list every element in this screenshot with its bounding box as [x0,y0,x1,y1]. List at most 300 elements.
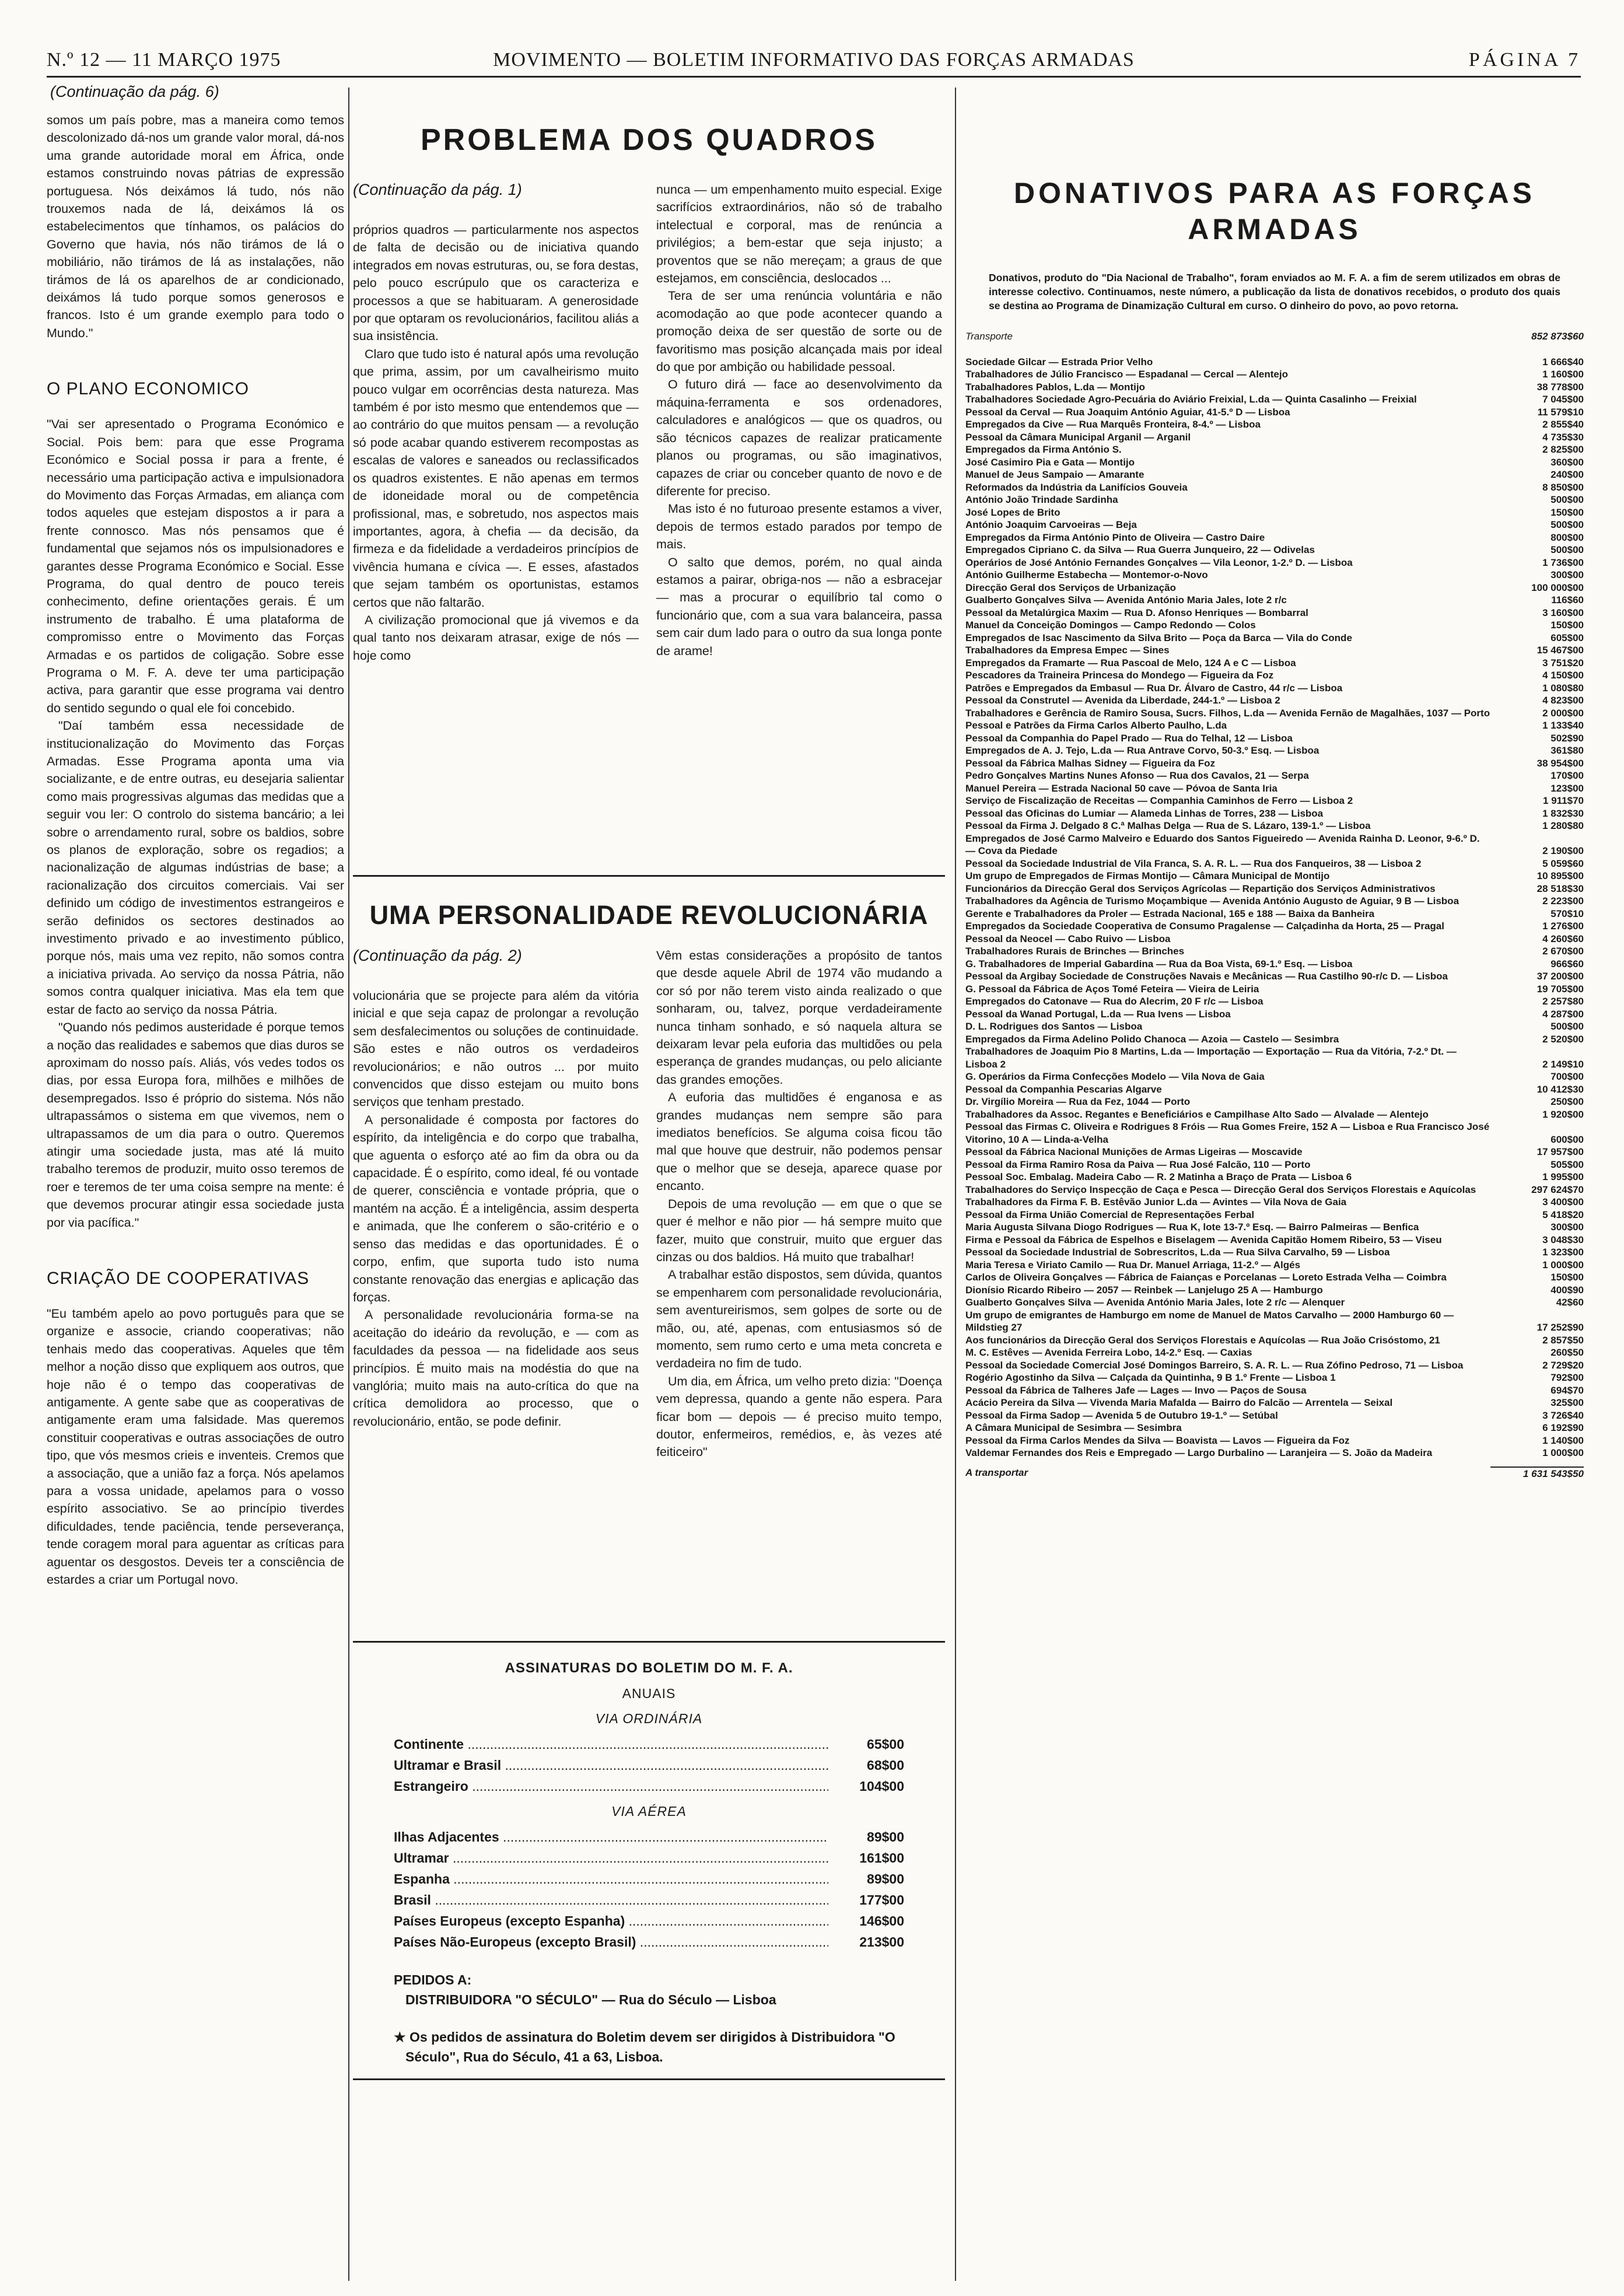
donation-value: 5 418$20 [1542,1209,1584,1220]
donation-value: 502$90 [1550,732,1584,744]
donation-name: Empregados da Framarte — Rua Pascoal de Melo, 124 A e C — Lisboa [965,657,1296,668]
subscription-price-value: 89$00 [867,1829,904,1845]
donation-name: António João Trindade Sardinha [965,494,1118,505]
donation-name: Pessoal da Cerval — Rua Joaquim António Aguiar, 41-5.º D — Lisboa [965,406,1290,418]
donation-value: 2 223$00 [1542,895,1584,907]
donation-value: 600$00 [1550,1133,1584,1145]
donation-name: Empregados Cipriano C. da Silva — Rua Guerra Junqueiro, 22 — Odivelas [965,544,1315,555]
donation-name: Gualberto Gonçalves Silva — Avenida António Maria Jales, lote 2 r/c — Alenquer [965,1297,1345,1308]
article-title: UMA PERSONALIDADE REVOLUCIONÁRIA [369,900,929,930]
donation-name: Trabalhadores Rurais de Brinches — Brinches [965,946,1185,957]
continuation-note: (Continuação da pág. 1) [353,181,522,198]
donation-row [965,1108,1584,1121]
donation-row [965,607,1584,620]
donation-value: 1 276$00 [1542,921,1584,932]
donation-row [965,1359,1584,1372]
paragraph: volucionária que se projecte para além da vitória inicial e que seja capaz de prolongar a revolução sem desfalecimentos ou soluções de continuidade. São estes e não outros os verdadeiros revolucionários; e não outros ... por muito convencidos que disso estejam ou muito bons serviços que tenham prestado. [353,989,639,1110]
donation-value: 2 520$00 [1542,1033,1584,1045]
donation-row [965,393,1584,406]
donation-name: Pessoal da Fábrica Nacional Munições de Armas Ligeiras — Moscavide [965,1146,1303,1157]
donation-row [965,958,1584,971]
donation-row [965,1184,1584,1196]
donation-name: Direcção Geral dos Serviços de Urbanização [965,582,1176,593]
donation-name: Pessoal da Fábrica de Talheres Jafe — Lages — Invo — Paços de Sousa [965,1384,1307,1396]
paragraph: "Daí também essa necessidade de institucionalização do Movimento das Forças Armadas. Esse Programa aponta uma via socializante, e de entre outras, eu desejaria salientar como mais progressivas algumas das medidas que a seguir vou ler: O controlo do sistema bancário; a lei sobre o arrendamento rural, sobre os baldios, sobre os planos de exploração, sobre os regadios; a nacionalização de algumas indústrias de base; a racionalização dos circuitos comerciais. Vai ser definido um código de investimentos estrangeiros e serão definidos os sectores destinados ao investimento privado e ao investimento público, porque nós, mais uma vez repito, não somos contra a iniciativa privada. Ao serviço da nossa Pátria, não somos contra qualquer iniciativa. Mas ela tem que estar de facto ao serviço da nossa Pátria. [47,719,344,1017]
donation-value: 10 895$00 [1536,870,1584,881]
paragraph: Mas isto é no futuroao presente estamos a viver, depois de termos estado parados por tempo de mais. [656,502,942,552]
subscription-price-value: 161$00 [859,1850,904,1866]
donation-name: José Lopes de Brito [965,506,1060,518]
donation-name: Empregados do Catonave — Rua do Alecrim, 20 F r/c — Lisboa [965,996,1264,1007]
section-heading: O PLANO ECONOMICO [47,379,250,399]
donation-value: 500$00 [1550,519,1584,530]
donation-row [965,707,1584,720]
donation-name: G. Operários da Firma Confecções Modelo — Vila Nova de Gaia [965,1071,1265,1082]
donation-value: 1 000$00 [1542,1447,1584,1458]
donation-value: 1 920$00 [1542,1108,1584,1120]
donation-row [965,356,1584,369]
donation-row [965,632,1584,645]
subscription-price-row [394,1755,904,1776]
donation-name: Trabalhadores do Serviço Inspecção de Caça e Pesca — Direcção Geral dos Serviços Florestais e Aquícolas [965,1184,1476,1195]
subscription-price-value: 177$00 [859,1892,904,1908]
transport-label: Transporte [965,331,1013,342]
donation-value: 570$10 [1550,908,1584,919]
subscriptions-subtitle: ANUAIS [622,1686,676,1701]
donation-value: 1 140$00 [1542,1434,1584,1446]
donation-name: Trabalhadores Sociedade Agro-Pecuária do Aviário Freixial, L.da — Quinta Casalinho — Freixial [965,394,1417,405]
donation-row [965,1371,1584,1384]
donation-name: Um grupo de emigrantes de Hamburgo em nome de Manuel de Matos Carvalho — 2000 Hamburgo 60 — Mildstieg 27 [965,1309,1454,1333]
donation-row [965,1271,1584,1284]
subscription-price-name: Continente ..... [394,1734,828,1755]
donation-row [965,657,1584,670]
donation-name: Manuel da Conceição Domingos — Campo Redondo — Colos [965,620,1256,631]
donation-value: 19 705$00 [1536,983,1584,995]
donation-value: 6 192$90 [1542,1422,1584,1433]
donation-name: Pessoal da Firma União Comercial de Representações Ferbal [965,1209,1255,1220]
donation-value: 4 260$60 [1542,933,1584,944]
paragraph: Tera de ser uma renúncia voluntária e não acomodação ao que pode acontecer quando a promoção deixa de ser questão de sorte ou de favoritismo mas posição alcançada mais por ideal do que por ambição ou habilidade pessoal. [656,289,942,374]
donation-row [965,719,1584,732]
donation-name: Dr. Virgílio Moreira — Rua da Fez, 1044 — Porto [965,1096,1191,1107]
paragraph: próprios quadros — particularmente nos aspectos de falta de decisão ou de iniciativa quando integrados em novas estruturas, ou, se fora destas, pelo pouco escrúpulo que os caracteriza e processos a que se habituaram. A generosidade por que optaram os revolucionários, facilitou aliás a sua insistência. [353,223,639,344]
donation-row [965,794,1584,807]
donation-value: 505$00 [1550,1158,1584,1170]
transport-value: 852 873$60 [1531,331,1584,342]
donation-name: Empregados de A. J. Tejo, L.da — Rua Antrave Corvo, 50-3.º Esq. — Lisboa [965,745,1320,756]
masthead [47,46,1581,78]
donation-value: 2 149$10 [1542,1058,1584,1070]
subscription-price-name: Países Europeus (excepto Espanha) ..... [394,1910,828,1931]
paragraph: O futuro dirá — face ao desenvolvimento da máquina-ferramenta e sos ordenadores, calculadores e analógicos — que os quadros, ou são técnicos capazes de realizar praticamente planos ou programas, ou são imaginativos, capazes de criar ou conceber quanto de novo e de diferente for preciso. [656,377,942,498]
donation-name: Patrões e Empregados da Embasul — Rua Dr. Álvaro de Castro, 44 r/c — Lisboa [965,682,1343,694]
donation-name: Funcionários da Direcção Geral dos Serviços Agrícolas — Repartição dos Serviços Administrativos [965,883,1436,894]
donation-name: Manuel Pereira — Estrada Nacional 50 cave — Póvoa de Santa Iria [965,782,1278,794]
donation-value: 1 736$00 [1542,556,1584,568]
donation-value: 116$60 [1551,594,1584,606]
donation-value: 100 000$00 [1531,582,1584,593]
donation-name: Pedro Gonçalves Martins Nunes Afonso — Rua dos Cavalos, 21 — Serpa [965,770,1309,781]
donation-row [965,519,1584,531]
donation-value: 15 467$00 [1536,645,1584,656]
donation-name: Pessoal da Metalúrgica Maxim — Rua D. Afonso Henriques — Bombarral [965,607,1308,618]
donation-row [965,1209,1584,1222]
donation-value: 11 579$10 [1537,406,1584,418]
section-divider [353,875,945,877]
donation-row [965,669,1584,682]
donation-value: 10 412$30 [1536,1083,1584,1095]
donation-row [965,682,1584,695]
donation-name: Empregados da Cive — Rua Marquês Fronteira, 8-4.º — Lisboa [965,419,1261,430]
donation-name: José Casimiro Pia e Gata — Montijo [965,456,1135,468]
subscription-price-name: Estrangeiro ..... [394,1776,828,1797]
donation-row [965,1409,1584,1422]
total-row [965,1466,1584,1480]
donation-row [965,569,1584,582]
donation-value: 694$70 [1550,1384,1584,1396]
donation-row [965,744,1584,757]
paragraph: Claro que tudo isto é natural após uma revolução que prima, assim, por um cavalheirismo muito pouco vulgar em ocorrências desta natureza. Mas também é por isto mesmo que entendemos que — ao contrário do que muitos pensam — a revolução só pode acabar quando estiverem recompostas as escalas de valores e saneados ou reclassificados os quadros existentes. E não apenas em termos de idoneidade moral ou de competência profissional, mas, e sobretudo, nos aspectos mais importantes, agora, à chefia — da decisão, da firmeza e da fidelidade a verdadeiros princípios de vivência humana e cívica —. E esses, afastados que sejam também os oportunistas, estamos certos que não faltarão. [353,346,639,610]
donation-name: Pessoal da Companhia Pescarias Algarve [965,1083,1162,1095]
donation-row [965,368,1584,381]
orders-address: DISTRIBUIDORA "O SÉCULO" — Rua do Século — Lisboa [405,1992,776,2007]
donation-row [965,908,1584,921]
donation-name: Reformados da Indústria da Lanifícios Gouveia [965,481,1188,493]
donation-name: Pessoal das Oficinas do Lumiar — Alameda Linhas de Torres, 238 — Lisboa [965,807,1324,819]
donation-name: Empregados da Sociedade Cooperativa de Consumo Pragalense — Calçadinha da Horta, 25 — Pragal [965,921,1444,932]
donation-name: Trabalhadores e Gerência de Ramiro Sousa, Sucrs. Filhos, L.da — Avenida Fernão de Magalhães, 1037 — Porto [965,707,1490,719]
donation-row [965,782,1584,795]
donation-name: Pessoal da Companhia do Papel Prado — Rua do Telhal, 12 — Lisboa [965,732,1293,744]
subscription-price-name: Brasil ..... [394,1889,828,1910]
donation-value: 1 832$30 [1542,807,1584,819]
donation-row [965,443,1584,456]
donations-list [965,330,1584,1480]
donation-name: Pessoal da Neocel — Cabo Ruivo — Lisboa [965,933,1171,944]
donation-value: 2 670$00 [1542,946,1584,957]
donation-row [965,1234,1584,1247]
donation-row [965,883,1584,895]
subscription-price-row [394,1734,904,1755]
subscription-price-row [394,1847,904,1868]
donation-value: 1 995$00 [1542,1171,1584,1182]
donation-name: Pessoal da Firma Ramiro Rosa da Paiva — Rua José Falcão, 110 — Porto [965,1158,1311,1170]
donation-name: Trabalhadores da Assoc. Regantes e Beneficiários e Campilhase Alto Sado — Alvalade — Alentejo [965,1108,1429,1120]
donation-value: 1 323$00 [1542,1247,1584,1258]
donation-value: 17 957$00 [1536,1146,1584,1157]
donation-name: Pessoal e Patrões da Firma Carlos Alberto Paulho, L.da [965,720,1227,731]
donation-name: Acácio Pereira da Silva — Vivenda Maria Mafalda — Bairro do Falcão — Arrentela — Seixal [965,1397,1393,1408]
donation-name: Pessoal da Sociedade Industrial de Sobrescritos, L.da — Rua Silva Carvalho, 59 — Lisboa [965,1247,1390,1258]
donation-name: D. L. Rodrigues dos Santos — Lisboa [965,1021,1143,1032]
donation-row [965,995,1584,1008]
paragraph: nunca — um empenhamento muito especial. Exige sacrifícios extraordinários, não só de trabalho intelectual e corporal, mas de renúncia a privilégios; a bem-estar que seja injusto; a proventos que se não mereçam; a graus de que estejamos, em consciência, deslocados ... [656,183,942,286]
donation-name: Serviço de Fiscalização de Receitas — Companhia Caminhos de Ferro — Lisboa 2 [965,795,1353,806]
donation-value: 2 729$20 [1542,1359,1584,1371]
subscription-price-value: 89$00 [867,1871,904,1887]
donation-name: Maria Teresa e Viriato Camilo — Rua Dr. Manuel Arriaga, 11-2.º — Algés [965,1259,1301,1270]
donation-value: 2 857$50 [1542,1334,1584,1346]
donation-value: 3 048$30 [1542,1234,1584,1245]
article-problema-dos-quadros [353,181,945,875]
paragraph: A trabalhar estão dispostos, sem dúvida, quantos se empenharem com personalidade revolucionária, sem aventureirismos, sem golpes de sorte ou de mão, ou, até, apenas, com entusiasmos só de momento, sem rumo certo e uma meta concreta e verdadeira no fim de tudo. [656,1268,942,1371]
total-value: 1 631 543$50 [1490,1466,1584,1480]
donation-row [965,418,1584,431]
donation-value: 7 045$00 [1542,394,1584,405]
donation-row [965,556,1584,569]
ordinaria-price-list [394,1734,904,1797]
section-heading: CRIAÇÃO DE COOPERATIVAS [47,1268,310,1288]
donation-row [965,1008,1584,1021]
subscription-price-name: Ultramar e Brasil ..... [394,1755,828,1776]
subscription-price-value: 65$00 [867,1737,904,1752]
donation-value: 4 287$00 [1542,1008,1584,1020]
donation-value: 42$60 [1556,1297,1584,1308]
donation-value: 2 855$40 [1542,419,1584,430]
orders-info [394,1970,904,2010]
subscription-price-name: Espanha ..... [394,1868,828,1889]
article-body [47,415,344,1231]
orders-label: PEDIDOS A: [394,1972,472,1987]
donation-row [965,1396,1584,1409]
donation-name: Pessoal da Firma Sadop — Avenida 5 de Outubro 19-1.º — Setúbal [965,1409,1278,1421]
donation-row [965,582,1584,594]
donations-intro: Donativos, produto do "Dia Nacional de Trabalho", foram enviados ao M. F. A. a fim de serem utilizados em obras de interesse colectivo. Continuamos, neste número, a publicação da lista de donativos recebidos, o produto dos quais se destina ao Programa de Dinamização Cultural em curso. O dinheiro do povo, ao povo retorna. [989,272,1560,312]
donation-row [965,1045,1584,1070]
paragraph: Vêm estas considerações a propósito de tantos que desde aquele Abril de 1974 vão mudando a cor só por não terem visto ainda realizado o que sonharam, ou, talvez, porque verdadeiramente nunca tinham sonhado, e só naquela altura se deixaram levar pela euforia das multidões ou pela esperança de grandes mudanças, ou pelo aliciante das grandes emoções. [656,949,942,1087]
donation-row [965,1284,1584,1297]
donation-name: Pessoal da Construtel — Avenida da Liberdade, 244-1.º — Lisboa 2 [965,695,1280,706]
donation-row [965,1020,1584,1033]
donation-value: 1 080$80 [1542,682,1584,694]
donation-name: Rogério Agostinho da Silva — Calçada da Quintinha, 9 B 1.º Frente — Lisboa 1 [965,1372,1336,1383]
donation-value: 123$00 [1550,782,1584,794]
donation-row [965,757,1584,770]
donation-value: 3 751$20 [1542,657,1584,668]
donation-value: 500$00 [1550,494,1584,505]
donation-value: 2 257$80 [1542,996,1584,1007]
donation-row [965,858,1584,870]
donation-row [965,1221,1584,1234]
donation-row [965,619,1584,632]
donation-value: 28 518$30 [1536,883,1584,894]
donation-row [965,694,1584,707]
donation-row [965,769,1584,782]
donation-row [965,1070,1584,1083]
donation-name: Pessoal Soc. Embalag. Madeira Cabo — R. 2 Matinha a Braço de Prata — Lisboa 6 [965,1171,1352,1182]
donation-row [965,945,1584,958]
donation-row [965,468,1584,481]
donation-value: 2 000$00 [1542,707,1584,719]
subscription-price-name: Ilhas Adjacentes ..... [394,1826,828,1847]
donations-column [965,82,1584,2275]
donation-name: Empregados da Firma Adelino Polido Chanoca — Azoia — Castelo — Sesimbra [965,1033,1339,1045]
donation-value: 400$90 [1550,1284,1584,1296]
donation-value: 800$00 [1550,531,1584,543]
donation-name: Empregados de Isac Nascimento da Silva Brito — Poça da Barca — Vila do Conde [965,632,1352,643]
donation-value: 1 280$80 [1542,820,1584,831]
donation-row [965,494,1584,506]
donation-name: Manuel de Jeus Sampaio — Amarante [965,469,1144,480]
donation-value: 150$00 [1550,1272,1584,1283]
paragraph: O salto que demos, porém, no qual ainda estamos a pairar, obriga-nos — não a esbracejar — mas a procurar o equilíbrio tal como o funcionário que, com a sua vara balanceira, passa sem cair dum lado para o outro da sua longa ponte de arame! [656,555,942,658]
donation-row [965,970,1584,983]
donation-value: 325$00 [1550,1397,1584,1408]
donation-name: Empregados da Firma António Pinto de Oliveira — Castro Daire [965,531,1265,543]
paragraph: A euforia das multidões é enganosa e as grandes mudanças nem sempre são para imediatos benefícios. Se alguma coisa ficou tão mal que houve que destruir, não podemos pensar que o melhor que se deseja, aparece quase por encanto. [656,1090,942,1194]
donation-name: Gualberto Gonçalves Silva — Avenida António Maria Jales, lote 2 r/c [965,594,1287,606]
donation-value: 3 726$40 [1542,1409,1584,1421]
paragraph: "Eu também apelo ao povo português para que se organize e associe, criando cooperativas; não tenhais medo das cooperativas. Aqueles que têm melhor a noção disso que expliquem aos outros, que hoje não é o tempo das cooperativas de antigamente. A gente sabe que as cooperativas de antigamente eram uma falsidade. Mas queremos constituir cooperativas e outras associações de outro tipo, que vós mesmos crieis e inventeis. Cremos que a associação, que a união faz a força. Nós apelamos para a vossa unidade, apelamos para o vosso espírito associativo. Se ao princípio tiverdes dificuldades, tende paciência, tende perseverança, tende coragem moral para aguentar as críticas para aguentar os desgostos. Deveis ter a consciência de estardes a criar um Portugal novo. [47,1306,344,1587]
donation-name: Pessoal da Sociedade Comercial José Domingos Barreiro, S. A. R. L. — Rua Zófino Pedroso, 71 — Lisboa [965,1359,1464,1371]
donation-value: 1 160$00 [1542,369,1584,380]
donation-row [965,1246,1584,1259]
donation-value: 966$60 [1550,958,1584,970]
donation-value: 38 778$00 [1536,381,1584,393]
publication-title: MOVIMENTO — BOLETIM INFORMATIVO DAS FORÇAS ARMADAS [493,49,1135,71]
subscriptions-note: ★ Os pedidos de assinatura do Boletim devem ser dirigidos à Distribuidora "O Século", Rua do Século, 41 a 63, Lisboa. [394,2029,895,2064]
paragraph: "Vai ser apresentado o Programa Económico e Social. Pois bem: para que esse Programa Económico e Social possa ir para a frente, é necessário uma participação activa e impulsionadora do Movimento das Forças Armadas, em aliança com todos aqueles que estejam dispostos a ir para a frente connosco. Mas nós pensamos que é fundamental que sejamos nós os impulsionadores e garantes desse Programa Económico e Social. Esse Programa, do qual dentro de pouco tereis conhecimento, define orientações gerais. É um instrumento de trabalho. É uma plataforma de compromisso entre o Movimento das Forças Armadas e os partidos de coligação. Sobre esse Programa o M. F. A. deve ter uma participação activa, para garantir que esse programa vai dentro do sentido segundo o qual ele foi concebido. [47,417,344,715]
donation-value: 300$00 [1550,569,1584,580]
donation-name: Um grupo de Empregados de Firmas Montijo — Câmara Municipal de Montijo [965,870,1330,881]
donation-value: 500$00 [1550,1021,1584,1032]
donation-name: Carlos de Oliveira Gonçalves — Fábrica de Faianças e Porcelanas — Loreto Estrada Velha — Coimbra [965,1272,1447,1283]
donation-name: G. Trabalhadores de Imperial Gabardina — Rua da Boa Vista, 69-1.º Esq. — Lisboa [965,958,1353,970]
donation-row [965,732,1584,745]
donation-name: Pessoal das Firmas C. Oliveira e Rodrigues 8 Fróis — Rua Gomes Freire, 152 A — Lisboa e Rua Francisco José Vitorino, 10 A — Linda-a-Velha [965,1121,1490,1145]
donation-value: 17 252$90 [1536,1322,1584,1333]
subscription-price-row [394,1889,904,1910]
paragraph: A personalidade revolucionária forma-se na aceitação do ideário da revolução, e — com as faculdades da pessoa — na fidelidade aos seus princípios. É muito mais na modéstia do que na vanglória; muito mais na auto-crítica do que na crítica demolidora ao processo, que o revolucionário, então, se pode definir. [353,1308,639,1429]
subscriptions-box [353,1641,945,2080]
donation-value: 3 160$00 [1542,607,1584,618]
subscription-price-value: 104$00 [859,1779,904,1794]
donation-name: Pessoal da Fábrica Malhas Sidney — Figueira da Foz [965,757,1215,769]
donation-row [965,820,1584,832]
donation-name: Gerente e Trabalhadores da Proler — Estrada Nacional, 165 e 188 — Baixa da Banheira [965,908,1375,919]
donation-row [965,1309,1584,1334]
donation-row [965,506,1584,519]
donation-value: 361$80 [1550,745,1584,756]
donation-row [965,406,1584,419]
donation-name: Pescadores da Traineira Princesa do Mondego — Figueira da Foz [965,670,1274,681]
donation-row [965,1083,1584,1096]
donation-row [965,870,1584,883]
donation-value: 8 850$00 [1542,481,1584,493]
subscription-price-row [394,1868,904,1889]
donation-name: M. C. Estêves — Avenida Ferreira Lobo, 14-2.º Esq. — Caxias [965,1347,1252,1358]
subscription-price-value: 213$00 [859,1934,904,1950]
donation-name: Trabalhadores da Empresa Empec — Sines [965,645,1170,656]
donation-row [965,431,1584,444]
donation-value: 297 624$70 [1531,1184,1584,1195]
subscription-price-row [394,1776,904,1797]
subscription-price-value: 146$00 [859,1913,904,1929]
donation-row [965,531,1584,544]
donations-title: DONATIVOS PARA AS FORÇAS ARMADAS [1013,177,1536,246]
donation-row [965,1158,1584,1171]
donation-row [965,1196,1584,1209]
donation-value: 1 000$00 [1542,1259,1584,1270]
donation-value: 4 735$30 [1542,431,1584,443]
donation-value: 300$00 [1550,1222,1584,1233]
donation-value: 150$00 [1550,620,1584,631]
column-rule [955,88,956,2281]
donation-name: Pessoal da Firma J. Delgado 8 C.ª Malhas Delga — Rua de S. Lázaro, 139-1.º — Lisboa [965,820,1371,831]
donation-name: Empregados da Firma António S. [965,444,1122,455]
donation-name: Pessoal da Sociedade Industrial de Vila Franca, S. A. R. L. — Rua dos Fanqueiros, 38 — Lisboa 2 [965,858,1422,869]
issue-date: N.º 12 — 11 MARÇO 1975 [47,49,281,71]
donation-value: 170$00 [1550,770,1584,781]
transport-row [965,330,1584,343]
donation-name: Pessoal da Argibay Sociedade de Construções Navais e Mecânicas — Rua Castilho 90-r/c D. — Lisboa [965,971,1448,982]
donation-row [965,1171,1584,1184]
donation-name: Trabalhadores de Júlio Francisco — Espadanal — Cercal — Alentejo [965,369,1288,380]
speech-continuation-column [47,82,344,2275]
donation-value: 1 133$40 [1542,720,1584,731]
subscription-price-row [394,1910,904,1931]
donation-row [965,1146,1584,1158]
donation-row [965,933,1584,946]
donation-value: 360$00 [1550,456,1584,468]
subscription-price-name: Ultramar ..... [394,1847,828,1868]
donation-row [965,1033,1584,1046]
donation-row [965,481,1584,494]
subscription-price-value: 68$00 [867,1758,904,1773]
donation-value: 260$50 [1550,1347,1584,1358]
donation-row [965,456,1584,469]
donation-row [965,1346,1584,1359]
donation-row [965,1296,1584,1309]
donation-value: 150$00 [1550,506,1584,518]
donation-value: 1 666$40 [1542,356,1584,368]
donation-row [965,1096,1584,1108]
donation-value: 4 823$00 [1542,695,1584,706]
paragraph: A civilização promocional que já vivemos e da qual tanto nos deixaram atrasar, exige de nós — hoje como [353,612,639,663]
donation-name: Pessoal da Wanad Portugal, L.da — Rua Ivens — Lisboa [965,1008,1231,1020]
subscription-price-name: Países Não-Europeus (excepto Brasil) ..... [394,1931,828,1952]
continuation-note: (Continuação da pág. 2) [353,947,522,964]
donation-row [965,1422,1584,1434]
donation-row [965,807,1584,820]
donation-value: 2 825$00 [1542,444,1584,455]
donation-name: Valdemar Fernandes dos Reis e Empregado — Largo Durbalino — Laranjeira — S. João da Madeira [965,1447,1433,1458]
donation-name: Trabalhadores da Agência de Turismo Moçambique — Avenida António Augusto de Aguiar, 9 B — Lisboa [965,895,1460,907]
total-label: A transportar [965,1466,1028,1478]
donation-name: G. Pessoal da Fábrica de Aços Tomé Feteira — Vieira de Leiria [965,983,1259,995]
donation-row [965,1384,1584,1397]
donation-row [965,1434,1584,1447]
article-personalidade-revolucionaria [353,947,945,1635]
subscription-price-row [394,1931,904,1952]
donation-row [965,895,1584,908]
donation-name: António Joaquim Carvoeiras — Beja [965,519,1137,530]
article-body [47,1305,344,1589]
donation-name: Pessoal da Câmara Municipal Arganil — Arganil [965,431,1191,443]
subscription-price-row [394,1826,904,1847]
donation-row [965,1447,1584,1460]
donation-row [965,832,1584,858]
donation-entries [965,356,1584,1460]
donation-name: Trabalhadores Pablos, L.da — Montijo [965,381,1145,393]
donation-value: 2 190$00 [1542,845,1584,856]
donation-name: Maria Augusta Silvana Diogo Rodrigues — Rua K, lote 13-7.º Esq. — Bairro Palmeiras — Benfica [965,1222,1419,1233]
donation-row [965,1121,1584,1146]
donation-row [965,920,1584,933]
paragraph: A personalidade é composta por factores do espírito, da inteligência e do corpo que trabalha, que aguenta o esforço até ao fim da obra ou da capacidade. É o espírito, como ideal, fé ou vontade de querer, consciência e vontade própria, que o mantém na acção. É a inteligência, assim desperta e animada, que lhe conferem o são-critério e o senso das medidas e das oportunidades. É o corpo, enfim, que suporta tudo isto numa constante renovação das energias e aplicação das forças. [353,1112,639,1304]
donation-row [965,381,1584,394]
